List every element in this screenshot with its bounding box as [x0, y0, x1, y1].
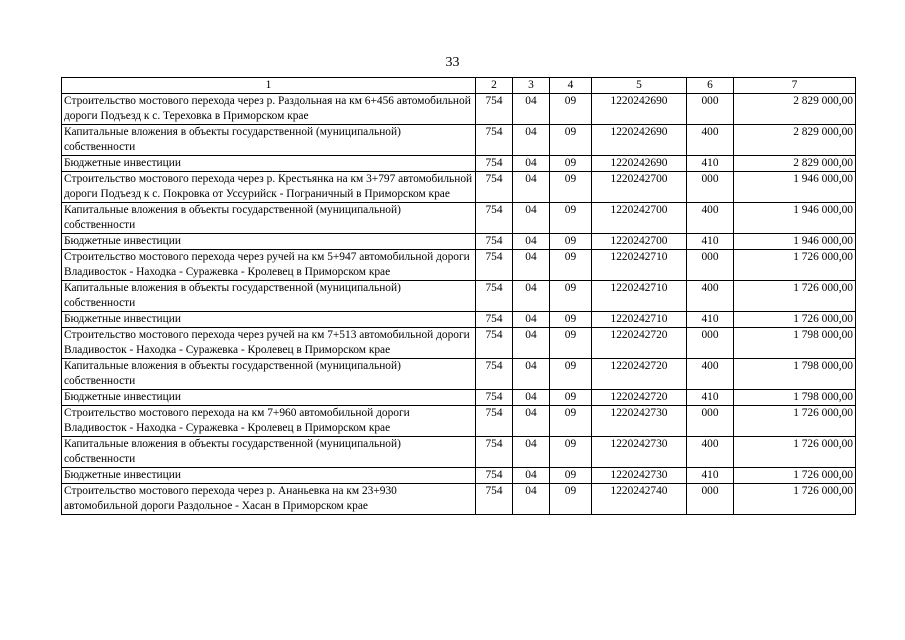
section-code-cell: 04: [513, 359, 550, 390]
target-article-cell: 1220242720: [592, 359, 687, 390]
expense-type-cell: 000: [687, 172, 734, 203]
table-row: [62, 172, 856, 203]
page-number: 33: [445, 55, 460, 70]
row-name-cell: Капитальные вложения в объекты государственной (муниципальной) собственности: [62, 281, 476, 312]
expense-type-cell: 400: [687, 203, 734, 234]
amount-cell: 1 798 000,00: [734, 328, 856, 359]
amount-cell: 1 798 000,00: [734, 390, 856, 406]
amount-cell: 1 726 000,00: [734, 312, 856, 328]
target-article-cell: 1220242690: [592, 156, 687, 172]
amount-cell: 1 726 000,00: [734, 250, 856, 281]
amount-cell: 2 829 000,00: [734, 156, 856, 172]
row-name-cell: Бюджетные инвестиции: [62, 390, 476, 406]
admin-code-cell: 754: [476, 390, 513, 406]
expense-type-cell: 410: [687, 156, 734, 172]
table-row: [62, 328, 856, 359]
subsection-code-cell: 09: [550, 437, 592, 468]
expense-type-cell: 000: [687, 94, 734, 125]
section-code-cell: 04: [513, 172, 550, 203]
admin-code-cell: 754: [476, 125, 513, 156]
target-article-cell: 1220242720: [592, 328, 687, 359]
expense-type-cell: 000: [687, 484, 734, 515]
target-article-cell: 1220242730: [592, 468, 687, 484]
admin-code-cell: 754: [476, 172, 513, 203]
column-header: 5: [592, 78, 687, 94]
table-row: [62, 406, 856, 437]
admin-code-cell: 754: [476, 328, 513, 359]
table-row: [62, 484, 856, 515]
target-article-cell: 1220242700: [592, 234, 687, 250]
amount-cell: 1 726 000,00: [734, 484, 856, 515]
admin-code-cell: 754: [476, 281, 513, 312]
subsection-code-cell: 09: [550, 94, 592, 125]
target-article-cell: 1220242730: [592, 437, 687, 468]
expense-type-cell: 000: [687, 328, 734, 359]
row-name-cell: Капитальные вложения в объекты государственной (муниципальной) собственности: [62, 125, 476, 156]
subsection-code-cell: 09: [550, 328, 592, 359]
amount-cell: 1 726 000,00: [734, 281, 856, 312]
row-name-cell: Бюджетные инвестиции: [62, 312, 476, 328]
amount-cell: 2 829 000,00: [734, 125, 856, 156]
admin-code-cell: 754: [476, 359, 513, 390]
admin-code-cell: 754: [476, 234, 513, 250]
table-row: [62, 281, 856, 312]
admin-code-cell: 754: [476, 94, 513, 125]
admin-code-cell: 754: [476, 312, 513, 328]
amount-cell: 1 946 000,00: [734, 203, 856, 234]
admin-code-cell: 754: [476, 437, 513, 468]
row-name-cell: Бюджетные инвестиции: [62, 468, 476, 484]
table-row: [62, 125, 856, 156]
section-code-cell: 04: [513, 437, 550, 468]
row-name-cell: Строительство мостового перехода через р. Крестьянка на км 3+797 автомобильной дороги Подъезд к с. Покровка от Уссурийск - Пограничный в Приморском крае: [62, 172, 476, 203]
table-row: [62, 359, 856, 390]
section-code-cell: 04: [513, 203, 550, 234]
table-row: [62, 156, 856, 172]
target-article-cell: 1220242700: [592, 172, 687, 203]
row-name-cell: Строительство мостового перехода через р. Ананьевка на км 23+930 автомобильной дороги Раздольное - Хасан в Приморском крае: [62, 484, 476, 515]
subsection-code-cell: 09: [550, 468, 592, 484]
row-name-cell: Строительство мостового перехода через ручей на км 7+513 автомобильной дороги Владивосток - Находка - Суражевка - Кролевец в Приморском крае: [62, 328, 476, 359]
amount-cell: 1 726 000,00: [734, 406, 856, 437]
section-code-cell: 04: [513, 312, 550, 328]
section-code-cell: 04: [513, 234, 550, 250]
row-name-cell: Капитальные вложения в объекты государственной (муниципальной) собственности: [62, 437, 476, 468]
subsection-code-cell: 09: [550, 406, 592, 437]
admin-code-cell: 754: [476, 406, 513, 437]
subsection-code-cell: 09: [550, 281, 592, 312]
row-name-cell: Строительство мостового перехода через р. Раздольная на км 6+456 автомобильной дороги Подъезд к с. Тереховка в Приморском крае: [62, 94, 476, 125]
row-name-cell: Капитальные вложения в объекты государственной (муниципальной) собственности: [62, 203, 476, 234]
table-row: [62, 468, 856, 484]
expense-type-cell: 410: [687, 234, 734, 250]
table-row: [62, 312, 856, 328]
section-code-cell: 04: [513, 125, 550, 156]
table-row: [62, 234, 856, 250]
subsection-code-cell: 09: [550, 156, 592, 172]
admin-code-cell: 754: [476, 484, 513, 515]
admin-code-cell: 754: [476, 250, 513, 281]
subsection-code-cell: 09: [550, 390, 592, 406]
subsection-code-cell: 09: [550, 359, 592, 390]
expense-type-cell: 400: [687, 437, 734, 468]
subsection-code-cell: 09: [550, 172, 592, 203]
amount-cell: 1 726 000,00: [734, 437, 856, 468]
section-code-cell: 04: [513, 250, 550, 281]
row-name-cell: Бюджетные инвестиции: [62, 234, 476, 250]
expense-type-cell: 400: [687, 281, 734, 312]
subsection-code-cell: 09: [550, 250, 592, 281]
subsection-code-cell: 09: [550, 484, 592, 515]
admin-code-cell: 754: [476, 468, 513, 484]
column-header: 2: [476, 78, 513, 94]
subsection-code-cell: 09: [550, 312, 592, 328]
row-name-cell: Капитальные вложения в объекты государственной (муниципальной) собственности: [62, 359, 476, 390]
row-name-cell: Строительство мостового перехода на км 7+960 автомобильной дороги Владивосток - Находка - Суражевка - Кролевец в Приморском крае: [62, 406, 476, 437]
section-code-cell: 04: [513, 156, 550, 172]
target-article-cell: 1220242710: [592, 281, 687, 312]
expense-type-cell: 410: [687, 468, 734, 484]
expense-type-cell: 410: [687, 312, 734, 328]
subsection-code-cell: 09: [550, 203, 592, 234]
expense-type-cell: 400: [687, 359, 734, 390]
column-header: 7: [734, 78, 856, 94]
target-article-cell: 1220242730: [592, 406, 687, 437]
budget-table: [61, 77, 856, 515]
header-row: [62, 78, 856, 94]
amount-cell: 1 946 000,00: [734, 172, 856, 203]
section-code-cell: 04: [513, 390, 550, 406]
expense-type-cell: 000: [687, 250, 734, 281]
amount-cell: 1 798 000,00: [734, 359, 856, 390]
subsection-code-cell: 09: [550, 234, 592, 250]
amount-cell: 1 946 000,00: [734, 234, 856, 250]
target-article-cell: 1220242690: [592, 94, 687, 125]
target-article-cell: 1220242690: [592, 125, 687, 156]
amount-cell: 2 829 000,00: [734, 94, 856, 125]
target-article-cell: 1220242720: [592, 390, 687, 406]
section-code-cell: 04: [513, 484, 550, 515]
column-header: 6: [687, 78, 734, 94]
column-header: 4: [550, 78, 592, 94]
row-name-cell: Строительство мостового перехода через ручей на км 5+947 автомобильной дороги Владивосток - Находка - Суражевка - Кролевец в Приморском крае: [62, 250, 476, 281]
section-code-cell: 04: [513, 94, 550, 125]
table-row: [62, 250, 856, 281]
table-row: [62, 390, 856, 406]
section-code-cell: 04: [513, 406, 550, 437]
target-article-cell: 1220242710: [592, 250, 687, 281]
target-article-cell: 1220242740: [592, 484, 687, 515]
row-name-cell: Бюджетные инвестиции: [62, 156, 476, 172]
target-article-cell: 1220242710: [592, 312, 687, 328]
section-code-cell: 04: [513, 468, 550, 484]
column-header: 1: [62, 78, 476, 94]
subsection-code-cell: 09: [550, 125, 592, 156]
target-article-cell: 1220242700: [592, 203, 687, 234]
section-code-cell: 04: [513, 281, 550, 312]
table-row: [62, 437, 856, 468]
admin-code-cell: 754: [476, 203, 513, 234]
expense-type-cell: 400: [687, 125, 734, 156]
admin-code-cell: 754: [476, 156, 513, 172]
amount-cell: 1 726 000,00: [734, 468, 856, 484]
expense-type-cell: 410: [687, 390, 734, 406]
column-header: 3: [513, 78, 550, 94]
expense-type-cell: 000: [687, 406, 734, 437]
table-row: [62, 203, 856, 234]
section-code-cell: 04: [513, 328, 550, 359]
table-row: [62, 94, 856, 125]
